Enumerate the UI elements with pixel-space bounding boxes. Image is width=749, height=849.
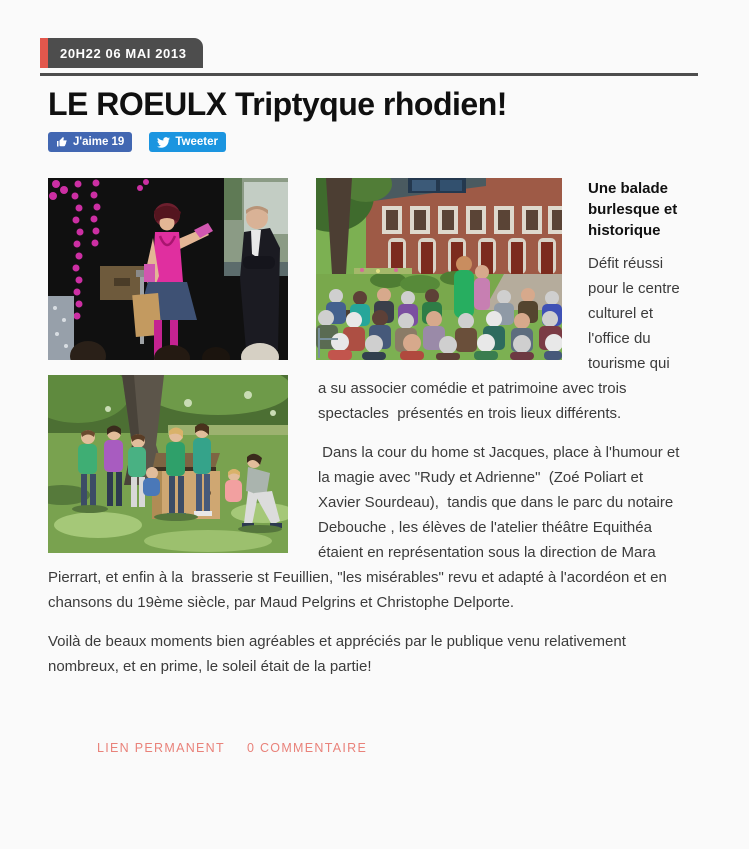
- stage-performance-illustration: [48, 178, 288, 360]
- twitter-bird-icon: [157, 136, 170, 149]
- article-paragraph-2: Dans la cour du home st Jacques, place à l'humour et la magie avec "Rudy et Adrienne" (Zoé Poliart et Xavier Sourdeau), tandis que dans le parc du notaire Debouche , les élèves de l'atelier théâtre Equithéa étaient en représentation sous la direction de Mara Pierrart, et enfin à la brasserie st Feuillien, "les misérables" revu et adapté à l'acordéon et en chansons du 19ème siècle, par Maud Pelgrins et Christophe Delporte.: [48, 444, 688, 611]
- comments-link[interactable]: 0 COMMENTAIRE: [246, 741, 368, 755]
- social-buttons-row: [48, 132, 698, 152]
- facebook-like-label: J'aime 19: [73, 136, 125, 148]
- post-footer: [97, 741, 698, 783]
- post-container: [40, 38, 698, 783]
- twitter-tweet-button[interactable]: [149, 132, 226, 152]
- photo-courtyard-audience: [316, 178, 562, 360]
- post-title: LE ROEULX Triptyque rhodien!: [48, 86, 507, 122]
- post-date-tab: [40, 38, 203, 68]
- post-date-label: 20H22 06 MAI 2013: [60, 45, 187, 61]
- thumb-up-icon: [56, 136, 68, 148]
- courtyard-audience-illustration: [316, 178, 562, 360]
- twitter-tweet-label: Tweeter: [175, 136, 218, 148]
- article-subheading: Une balade burlesque et historique: [588, 180, 678, 239]
- photo-stage-performance: [48, 178, 288, 360]
- facebook-like-button[interactable]: [48, 132, 132, 152]
- date-accent-bar: [40, 38, 48, 68]
- children-park-illustration: [48, 375, 288, 553]
- photo-children-theatre-park: [48, 375, 288, 553]
- permalink-link[interactable]: LIEN PERMANENT: [97, 741, 225, 755]
- article-paragraph-3: Voilà de beaux moments bien agréables et appréciés par le publique venu relativement nombreux, et en prime, le soleil était de la partie!: [48, 633, 631, 675]
- article-paragraph-1: Défit réussi pour le centre culturel et l'office du tourisme qui a su associer comédie et patrimoine avec trois spectacles présentés en trois lieux différents.: [318, 255, 684, 422]
- article-body: [48, 178, 698, 693]
- header-divider: [40, 73, 698, 76]
